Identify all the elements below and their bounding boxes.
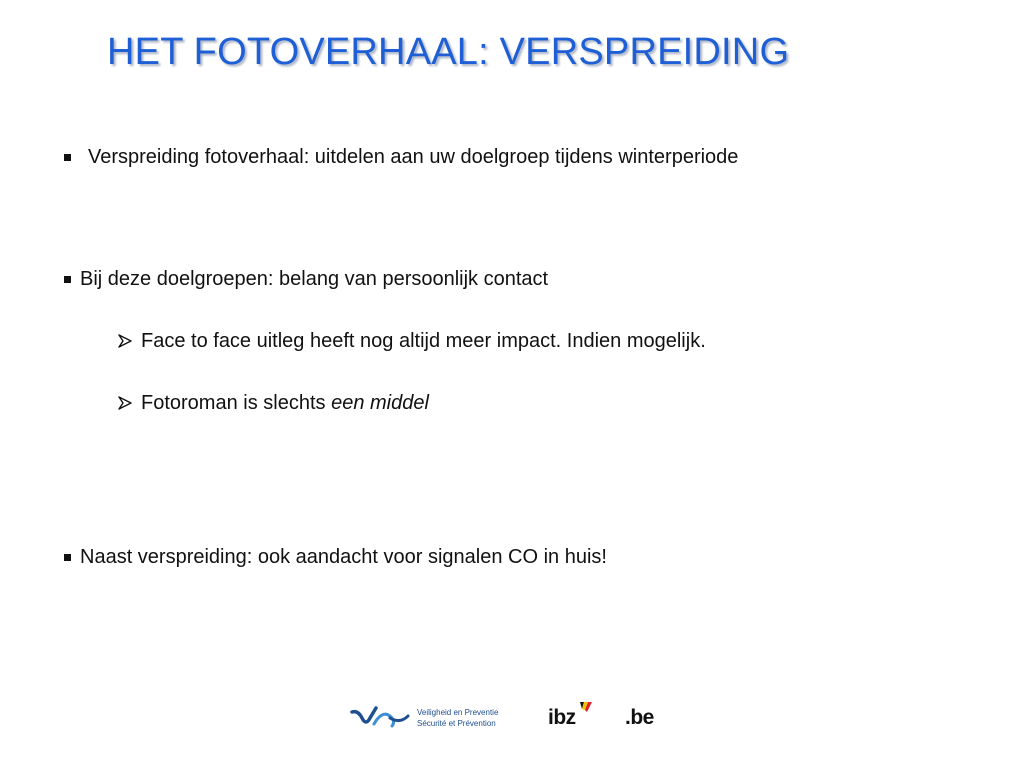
ibz-logo-text: ibz [548,706,576,729]
arrow-bullet-icon [116,394,134,412]
bullet-item-co-signals [64,545,607,569]
square-bullet-icon [64,554,71,561]
bullet-text: Verspreiding fotoverhaal: uitdelen aan uw doelgroep tijdens winterperiode [88,146,739,168]
bullet-text: Naast verspreiding: ook aandacht voor signalen CO in huis! [80,546,607,568]
vp-line-2: Sécurité et Prévention [417,719,496,728]
arrow-bullet-icon [116,332,134,350]
ibz-logo [548,700,594,734]
square-bullet-icon [64,276,71,283]
veiligheid-preventie-text [417,707,498,729]
bullet-text: Face to face uitleg heeft nog altijd meer impact. Indien mogelijk. [141,330,706,352]
vp-line-1: Veiligheid en Preventie [417,708,499,717]
be-logo: .be [625,706,654,729]
bullet-text-italic: een middel [331,392,429,414]
bullet-item-distribution [64,145,738,169]
sub-bullet-item-fotoroman [116,391,429,415]
bullet-item-personal-contact [64,267,548,291]
footer-logos [350,700,660,736]
slide-title: HET FOTOVERHAAL: VERSPREIDING [107,31,790,73]
bullet-text-plain: Fotoroman is slechts [141,392,332,414]
sub-bullet-item-face-to-face [116,329,706,353]
belgian-flag-icon [578,700,594,720]
square-bullet-icon [64,154,71,161]
bullet-text [141,391,429,415]
veiligheid-preventie-logo-icon [350,704,420,732]
bullet-text: Bij deze doelgroepen: belang van persoonlijk contact [80,268,549,290]
